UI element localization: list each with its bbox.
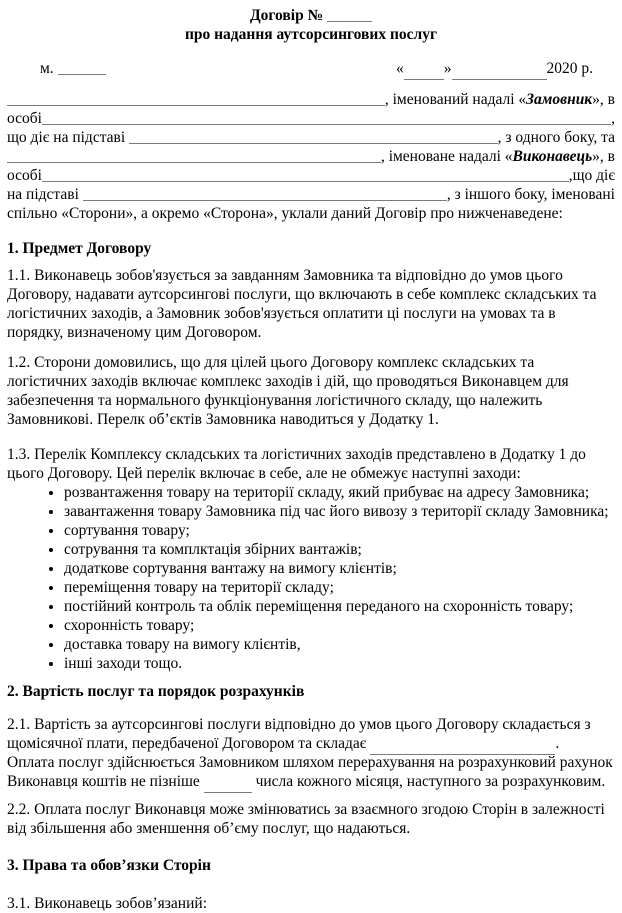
contractor-name-blank	[7, 162, 381, 163]
date-field	[396, 59, 615, 78]
paragraph-text: Виконавця коштів не пізніше	[7, 773, 204, 790]
list-item: • сотрування та комплктація збірних вантажів;	[64, 540, 615, 559]
document-subtitle: про надання аутсорсингових послуг	[184, 26, 438, 43]
paragraph-2-1-line-3: Оплата послуг здійснюється Замовником шляхом перерахування на розрахунковий рахунок	[7, 754, 613, 771]
section-3-heading: 3. Права та обов’язки Сторін	[7, 857, 211, 874]
list-item: • схоронність товару;	[64, 616, 615, 635]
preamble-text: ,що діє	[568, 167, 615, 184]
section-1-heading: 1. Предмет Договору	[7, 240, 152, 257]
document-title	[7, 6, 615, 25]
customer-name-blank	[7, 105, 385, 106]
customer-basis-blank	[129, 143, 498, 144]
paragraph-2-1-line-1: 2.1. Вартість за аутсорсингові послуги відповідно до умов цього Договору складається з	[7, 716, 591, 733]
section-2-heading: 2. Вартість послуг та порядок розрахунків	[7, 683, 305, 700]
paragraph-2-1-line-2	[7, 734, 615, 753]
preamble-text: », в	[592, 148, 615, 165]
preamble-text: ,	[611, 110, 615, 127]
preamble-text: , з іншого боку, іменовані	[446, 186, 615, 203]
preamble-text: на підставі	[7, 186, 83, 203]
contract-number-blank	[327, 8, 372, 22]
paragraph-2-2: 2.2. Оплата послуг Виконавця може змінюватись за взаємного згодою Сторін в залежності від збільшення або зменшення об’єму послуг, що надаються.	[7, 801, 605, 837]
contractor-basis-blank	[83, 200, 447, 201]
city-field	[7, 59, 106, 78]
paragraph-text: числа кожного місяця, наступного за розрахунковим.	[251, 773, 606, 790]
paragraph-text: .	[555, 735, 560, 752]
preamble-text: , іменований надалі «	[384, 91, 527, 108]
list-item: • завантаження товару Замовника під час його вивозу з території складу Замовника;	[64, 502, 615, 521]
list-item: • сортування товару;	[64, 521, 615, 540]
open-quote: «	[396, 60, 404, 77]
preamble-text: », в	[592, 91, 615, 108]
list-item: • додаткове сортування вантажу на вимогу клієнтів;	[64, 559, 615, 578]
preamble-text: особі	[7, 110, 42, 127]
preamble-line-6	[7, 185, 615, 204]
list-item: • переміщення товару на території складу;	[64, 578, 615, 597]
paragraph-3-1: 3.1. Виконавець зобов’язаний:	[7, 895, 207, 912]
list-item: • постійний контроль та облік переміщення переданого на схоронність товару;	[64, 597, 615, 616]
paragraph-text: щомісячної плати, передбаченої Договором та складає	[7, 735, 371, 752]
paragraph-1-2: 1.2. Сторони домовились, що для цілей цього Договору комплекс складських та логістичних заходів включає комплекс заходів і дій, що проводяться Виконавцем для забезпечення та нормального функціонування логістичного складу, що належить Замовникові. Перелк об’єктів Замовника наводиться у Додатку 1.	[7, 354, 569, 428]
contractor-term: Виконавець	[512, 148, 593, 165]
preamble-line-1	[7, 90, 615, 109]
day-blank	[404, 66, 444, 80]
city-date-row	[7, 59, 615, 78]
payment-day-blank	[204, 779, 252, 793]
preamble-text: , іменоване надалі «	[380, 148, 513, 165]
preamble-text: , з одного боку, та	[497, 129, 615, 146]
list-item: • доставка товару на вимогу клієнтів,	[64, 635, 615, 654]
paragraph-1-3: 1.3. Перелік Комплексу складських та логістичних заходів представлено в Додатку 1 до цього Договору. Цей перелік включає в себе, але не обмежує наступні заходи:	[7, 446, 586, 482]
preamble-text: особі	[7, 167, 42, 184]
contractor-representative-blank	[42, 181, 569, 182]
preamble-text: що діє на підставі	[7, 129, 130, 146]
close-quote: »	[443, 60, 452, 77]
services-bullet-list	[7, 483, 615, 673]
year-label: 2020 р.	[546, 60, 593, 77]
preamble-line-2	[7, 109, 615, 128]
list-item: • розвантаження товару на території складу, який прибуває на адресу Замовника;	[64, 483, 615, 502]
list-item: • інші заходи тощо.	[64, 654, 615, 673]
paragraph-2-1	[7, 715, 615, 791]
paragraph-2-1-line-4	[7, 772, 615, 791]
preamble-line-3	[7, 128, 615, 147]
customer-term: Замовник	[526, 91, 593, 108]
city-blank	[58, 61, 106, 75]
title-text: Договір №	[249, 7, 328, 24]
month-blank	[452, 66, 547, 80]
preamble-line-4	[7, 147, 615, 166]
paragraph-1-1: 1.1. Виконавець зобов'язується за завданням Замовника та відповідно до умов цього Договору, надавати аутсорсингові послуги, що включають в себе комплекс складських та логістичних заходів, а Замовник зобов'язується оплатити ці послуги на умовах та в порядку, визначеному цим Договором.	[7, 267, 597, 341]
parties-preamble	[7, 90, 615, 223]
preamble-line-5	[7, 166, 615, 185]
city-label: м.	[40, 60, 58, 77]
preamble-line-7: спільно «Сторони», а окремо «Сторона», уклали даний Договір про нижченаведене:	[7, 205, 563, 222]
customer-representative-blank	[42, 124, 611, 125]
